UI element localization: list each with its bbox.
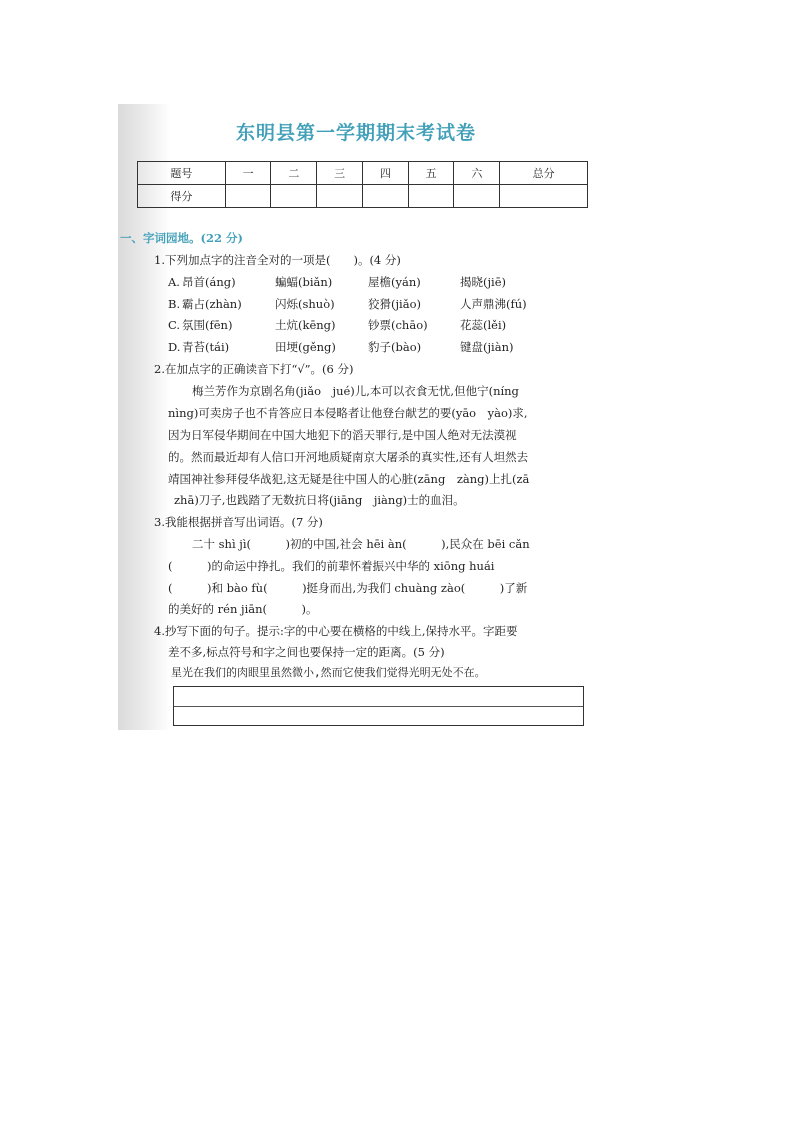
q1-stem: 1.下列加点字的注音全对的一项是( )。(4 分) [154,253,401,267]
q1-option-label: A. [168,275,180,289]
q1-option-item: 豹子(bào) [368,340,422,354]
q3-passage-line: 二十 shì jì( )初的中国,社会 hēi àn( ),民众在 bēi cǎn [192,537,530,551]
q3-stem: 3.我能根据拼音写出词语。(7 分) [154,515,323,529]
q1-option-item: 氛围(fēn) [182,318,233,332]
score-input-cell[interactable] [454,185,500,208]
q2-passage-line: 梅兰芳作为京剧名角(jiǎo jué)儿,本可以衣食无忧,但他宁(níng [192,384,519,398]
q1-option-item: 田埂(gěng) [275,340,336,354]
handwriting-box[interactable] [173,686,584,726]
score-cell: 五 [408,162,454,185]
score-input-cell[interactable] [271,185,317,208]
q1-option-item: 人声鼎沸(fú) [460,297,527,311]
q1-option-item: 闪烁(shuò) [275,297,335,311]
q4-stem-continued: 差不多,标点符号和字之间也要保持一定的距离。(5 分) [168,645,445,659]
q1-option-item: 霸占(zhàn) [182,297,242,311]
score-cell: 二 [271,162,317,185]
score-table-score-row [138,185,588,208]
q3-passage-line: 的美好的 rén jiān( )。 [168,602,318,616]
q2-passage-line: zhā)刀子,也践踏了无数抗日将(jiāng jiàng)士的血泪。 [174,493,465,507]
q1-option-item: 土炕(kēng) [275,318,336,332]
score-cell: 题号 [138,162,226,185]
q1-option-label: C. [168,318,181,332]
q2-passage-line: 的。然而最近却有人信口开河地质疑南京大屠杀的真实性,还有人坦然去 [168,450,529,464]
score-table-header-row [138,162,588,185]
score-cell: 三 [317,162,363,185]
handwriting-midline [174,706,583,707]
q2-passage-line: 靖国神社参拜侵华战犯,这无疑是往中国人的心脏(zāng zàng)上扎(zā [168,472,530,486]
section-heading: 一、字词园地。(22 分) [120,231,243,245]
q1-option-item: 昂首(áng) [182,275,236,289]
score-table [137,161,588,208]
q2-passage-line: nìng)可卖房子也不肯答应日本侵略者让他登台献艺的要(yāo yào)求, [168,406,528,420]
q1-option-item: 狡猾(jiǎo) [368,297,421,311]
score-input-cell[interactable] [362,185,408,208]
score-input-cell[interactable] [225,185,271,208]
q1-option-item: 揭晓(jiē) [460,275,507,289]
q2-passage-line: 因为日军侵华期间在中国大地犯下的滔天罪行,是中国人绝对无法漠视 [168,428,517,442]
score-cell: 总分 [500,162,588,185]
score-input-cell[interactable] [317,185,363,208]
exam-title: 东明县第一学期期末考试卷 [235,122,476,144]
score-cell: 一 [225,162,271,185]
q1-option-label: D. [168,340,181,354]
q2-stem: 2.在加点字的正确读音下打“√”。(6 分) [154,362,354,376]
q1-option-item: 钞票(chāo) [368,318,428,332]
score-cell: 得分 [138,185,226,208]
q1-option-item: 键盘(jiàn) [460,340,514,354]
score-cell: 六 [454,162,500,185]
q1-option-label: B. [168,297,181,311]
q4-sentence-to-copy: 星光在我们的肉眼里虽然微小,然而它使我们觉得光明无处不在。 [171,666,486,679]
q4-stem: 4.抄写下面的句子。提示:字的中心要在横格的中线上,保持水平。字距要 [154,624,518,638]
score-input-cell[interactable] [500,185,588,208]
q3-passage-line: ( )的命运中挣扎。我们的前辈怀着振兴中华的 xiōng huái [168,559,495,573]
q1-option-item: 蝙蝠(biǎn) [275,275,333,289]
score-input-cell[interactable] [408,185,454,208]
q1-option-item: 花蕊(lěi) [460,318,507,332]
q1-option-item: 青苔(tái) [182,340,230,354]
q3-passage-line: ( )和 bào fù( )挺身而出,为我们 chuàng zào( )了新 [168,581,528,595]
score-cell: 四 [362,162,408,185]
q1-option-item: 屋檐(yán) [368,275,421,289]
